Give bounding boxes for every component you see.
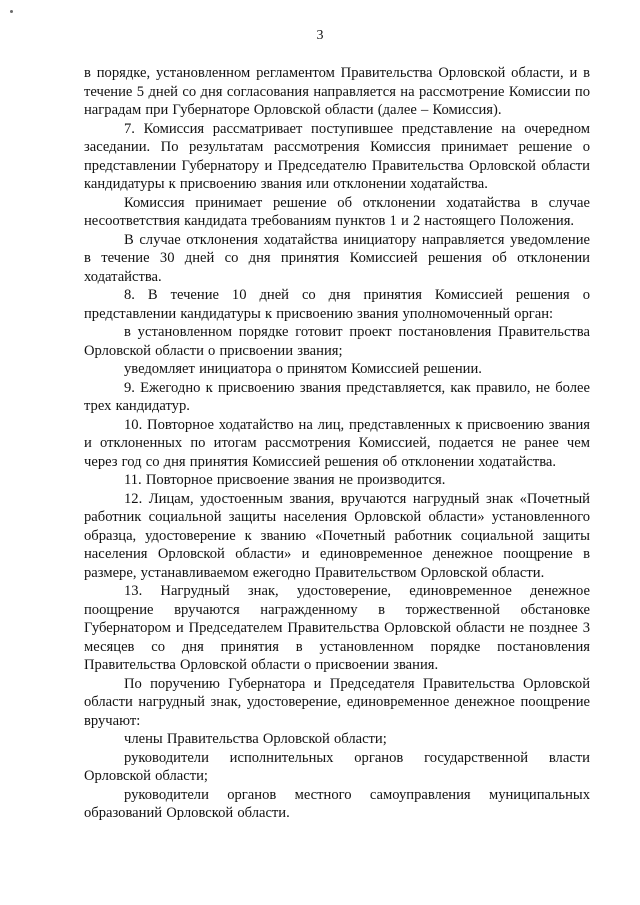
list-item: руководители органов местного самоуправления муниципальных образований Орловской области. <box>84 786 590 821</box>
paragraph-item-7: 7. Комиссия рассматривает поступившее представление на очередном заседании. По результатам рассмотрения Комиссия принимает решение о представлении Губернатору и Председателю Правительства Орловской области кандидатуры к присвоению звания или отклонении ходатайства. <box>84 120 590 192</box>
paragraph-item-11: 11. Повторное присвоение звания не производится. <box>124 472 446 488</box>
paragraph-item-9: 9. Ежегодно к присвоению звания представляется, как правило, не более трех кандидатур. <box>84 379 590 414</box>
paragraph-item-7-rejection: Комиссия принимает решение об отклонении ходатайства в случае несоответствия кандидата требованиям пунктов 1 и 2 настоящего Положения. <box>84 194 590 229</box>
page-number: 3 <box>316 28 324 43</box>
scan-speck <box>10 10 13 13</box>
paragraph-item-8-subitem-prepare: в установленном порядке готовит проект постановления Правительства Орловской области о присвоении звания; <box>84 324 590 359</box>
paragraph-continuation: в порядке, установленном регламентом Правительства Орловской области, и в течение 5 дней со дня согласования направляется на рассмотрение Комиссии по наградам при Губернаторе Орловской области (далее – Комиссия). <box>84 65 590 118</box>
document-body <box>84 64 590 823</box>
list-item: члены Правительства Орловской области; <box>124 731 387 747</box>
paragraph-item-13: 13. Нагрудный знак, удостоверение, единовременное денежное поощрение вручаются награжденному в торжественной обстановке Губернатором и Председателем Правительства Орловской области не позднее 3 месяцев со дня принятия в установленном порядке постановления Правительства Орловской области о присвоении звания. <box>84 583 590 673</box>
paragraph-item-8: 8. В течение 10 дней со дня принятия Комиссией решения о представлении кандидатуры к присвоению звания уполномоченный орган: <box>84 287 590 322</box>
paragraph-item-7-notification: В случае отклонения ходатайства инициатору направляется уведомление в течение 30 дней со дня принятия Комиссией решения об отклонении ходатайства. <box>84 231 590 285</box>
paragraph-item-12: 12. Лицам, удостоенным звания, вручаются нагрудный знак «Почетный работник социальной защиты населения Орловской области» установленного образца, удостоверение к званию «Почетный работник социальной защиты населения Орловской области» и единовременное денежное поощрение в размере, устанавливаемом ежегодно Правительством Орловской области. <box>84 490 590 581</box>
paragraph-item-8-subitem-notify: уведомляет инициатора о принятом Комиссией решении. <box>124 361 482 377</box>
paragraph-item-10: 10. Повторное ходатайство на лиц, представленных к присвоению звания и отклоненных по итогам рассмотрения Комиссией, подается не ранее чем через год со дня принятия Комиссией решения об отклонении ходатайства. <box>84 416 590 470</box>
paragraph-item-13-delegation: По поручению Губернатора и Председателя Правительства Орловской области нагрудный знак, удостоверение, единовременное денежное поощрение вручают: <box>84 675 590 729</box>
list-item: руководители исполнительных органов государственной власти Орловской области; <box>84 749 590 784</box>
